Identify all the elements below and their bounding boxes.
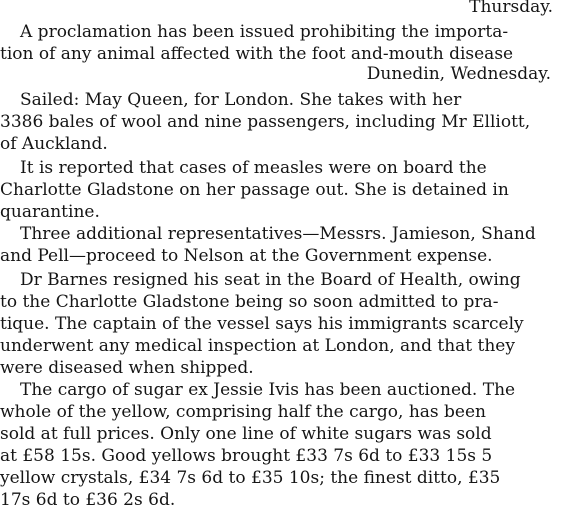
- article-sugar-line-2: whole of the yellow, comprising half the cargo, has been: [0, 402, 486, 422]
- article-measles-line-3: quarantine.: [0, 202, 100, 222]
- article-sugar-line-1: The cargo of sugar ex Jessie Ivis has been auctioned. The: [20, 380, 516, 400]
- article-proclamation-line-2: tion of any animal affected with the foot and-mouth disease: [0, 44, 514, 64]
- dateline-thursday: Thursday.: [469, 0, 553, 17]
- article-sailed-line-2: 3386 bales of wool and nine passengers, including Mr Elliott,: [0, 112, 531, 132]
- article-barnes-line-1: Dr Barnes resigned his seat in the Board of Health, owing: [20, 270, 521, 290]
- article-barnes-line-4: underwent any medical inspection at London, and that they: [0, 336, 515, 356]
- dateline-dunedin: Dunedin, Wednesday.: [366, 64, 551, 84]
- article-barnes-line-2: to the Charlotte Gladstone being so soon admitted to pra-: [0, 292, 499, 312]
- article-proclamation-line-1: A proclamation has been issued prohibiting the importa-: [20, 22, 509, 42]
- article-measles-line-1: It is reported that cases of measles were on board the: [20, 158, 487, 178]
- article-measles-line-2: Charlotte Gladstone on her passage out. She is detained in: [0, 180, 509, 200]
- article-sugar-line-5: yellow crystals, £34 7s 6d to £35 10s; the finest ditto, £35: [0, 468, 501, 488]
- article-representatives-line-2: and Pell—proceed to Nelson at the Government expense.: [0, 246, 493, 266]
- article-representatives-line-1: Three additional representatives—Messrs. Jamieson, Shand: [20, 224, 536, 244]
- article-sailed-line-1: Sailed: May Queen, for London. She takes with her: [20, 90, 462, 110]
- article-barnes-line-5: were diseased when shipped.: [0, 358, 254, 378]
- article-sugar-line-4: at £58 15s. Good yellows brought £33 7s 6d to £33 15s 5: [0, 446, 493, 466]
- article-barnes-line-3: tique. The captain of the vessel says his immigrants scarcely: [0, 314, 524, 334]
- article-sugar-line-3: sold at full prices. Only one line of white sugars was sold: [0, 424, 492, 444]
- article-sailed-line-3: of Auckland.: [0, 134, 108, 154]
- article-sugar-line-6: 17s 6d to £36 2s 6d.: [0, 490, 176, 510]
